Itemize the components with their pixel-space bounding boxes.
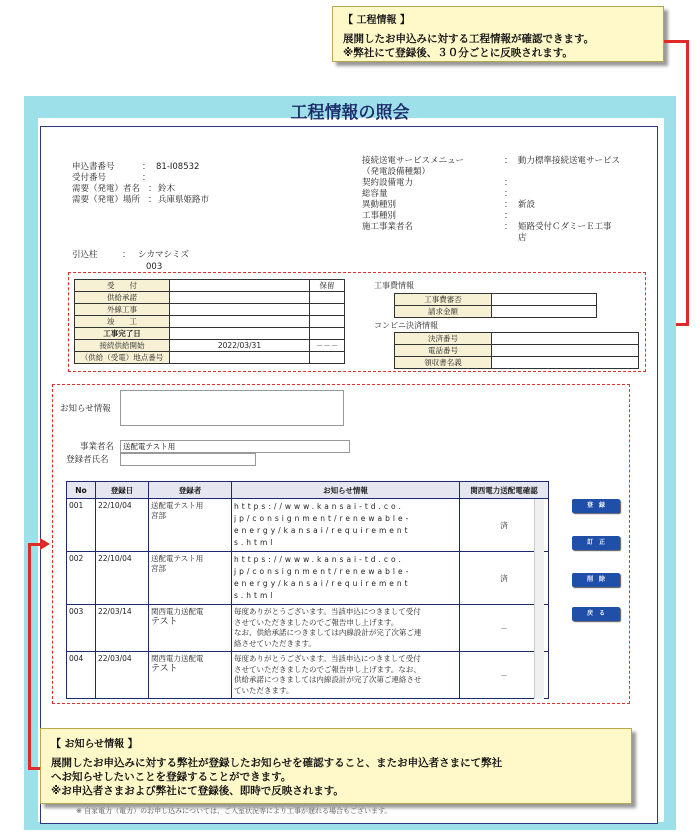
conv-value xyxy=(492,357,639,369)
conv-value xyxy=(492,345,639,357)
conv-info-table xyxy=(394,332,639,369)
info-row: 需要（発電）場所 ：兵庫県姫路市 xyxy=(72,195,210,205)
conv-info-title: コンビニ決済情報 xyxy=(374,321,438,330)
cell-notice-info: 毎度ありがとうございます。当該申込につきまして受付 させていただきましたのでご報告申し上げます。 なお、供給承諾につきましては内線設計が完了次第ご連 絡させていただきます。 xyxy=(232,605,460,652)
info-row: 異動種別 ： 新設 xyxy=(362,200,536,210)
conv-label: 決済番号 xyxy=(395,333,492,345)
process-value xyxy=(170,316,310,328)
biz-name-input[interactable] xyxy=(120,440,350,453)
process-status xyxy=(310,352,345,364)
cell-registrant: 送配電テスト用 宮部 xyxy=(149,499,232,552)
cell-registrant: 送配電テスト用 宮部 xyxy=(149,552,232,605)
cell-no: 004 xyxy=(67,652,96,699)
connector-line xyxy=(664,40,688,43)
cell-date: 22/03/14 xyxy=(96,605,149,652)
process-label: 外線工事 xyxy=(75,304,170,316)
col-no: No xyxy=(67,482,96,499)
hikikomi-value2: 003 xyxy=(146,262,163,272)
table-row xyxy=(75,280,345,292)
callout-line: ※弊社にて登録後、３０分ごとに反映されます。 xyxy=(343,47,573,59)
page-title: 工程情報の照会 xyxy=(290,103,410,123)
process-value xyxy=(170,328,310,340)
process-status xyxy=(310,292,345,304)
process-status xyxy=(310,304,345,316)
cell-check: － xyxy=(460,605,549,652)
info-row: （発電設備種類） xyxy=(362,167,431,177)
cell-registrant: 関西電力送配電 テスト xyxy=(149,652,232,699)
notice-label: お知らせ情報 xyxy=(60,404,111,414)
process-value xyxy=(170,280,310,292)
footer-note: ※ 自家電力（電力）のお申し込みについては、ご入室状況等により工事が遅れる場合もございます。 xyxy=(76,807,392,815)
notice-textarea[interactable] xyxy=(120,390,344,426)
table-row xyxy=(395,333,639,345)
registrant-name-input[interactable] xyxy=(120,453,256,466)
table-header-row xyxy=(67,482,549,499)
process-label: 接続供給開始 xyxy=(75,340,170,352)
process-label: （供給（受電）地点番号 xyxy=(75,352,170,364)
table-row xyxy=(75,328,345,340)
process-value xyxy=(170,292,310,304)
info-row: 工事種別 ： xyxy=(362,211,513,221)
table-row xyxy=(75,304,345,316)
notice-scrollbar[interactable] xyxy=(534,499,544,699)
table-row xyxy=(75,352,345,364)
cell-date: 22/10/04 xyxy=(96,499,149,552)
table-row xyxy=(75,316,345,328)
cell-check: 済 xyxy=(460,499,549,552)
col-notice-info: お知らせ情報 xyxy=(232,482,460,499)
correct-button[interactable]: 訂 正 xyxy=(572,536,620,550)
biz-label: 事業者名 xyxy=(80,442,115,452)
cell-no: 001 xyxy=(67,499,96,552)
connector-line xyxy=(28,543,31,769)
connector-line xyxy=(28,767,40,770)
cell-notice-info: https://www.kansai-td.co. jp/consignment/renewable- energy/kansai/requirement s.html xyxy=(232,552,460,605)
info-left xyxy=(72,162,209,206)
process-table xyxy=(74,279,345,364)
callout-title: 【 工程情報 】 xyxy=(343,15,410,26)
process-label: 供給承諾 xyxy=(75,292,170,304)
process-value xyxy=(170,304,310,316)
process-status xyxy=(310,316,345,328)
cost-value xyxy=(492,306,597,318)
table-row xyxy=(75,292,345,304)
col-kansai-check: 関西電力送配電確認 xyxy=(460,482,549,499)
cell-date: 22/03/04 xyxy=(96,652,149,699)
cell-check: － xyxy=(460,652,549,699)
cost-info-table xyxy=(394,293,597,318)
arrow-right-icon xyxy=(40,538,50,550)
info-row: 申込書番号 ： 81-I08532 xyxy=(72,162,200,172)
cost-info-title: 工事費情報 xyxy=(374,281,414,290)
table-row[interactable] xyxy=(67,652,549,699)
info-row: 受付番号 ： xyxy=(72,173,151,183)
process-status xyxy=(310,328,345,340)
cell-notice-info: https://www.kansai-td.co. jp/consignment/renewable- energy/kansai/requirement s.html xyxy=(232,499,460,552)
cost-label: 請求金額 xyxy=(395,306,492,318)
col-registrant: 登録者 xyxy=(149,482,232,499)
callout-line: 展開したお申込みに対する弊社が登録したお知らせを確認すること、またお申込者さまにて弊社 xyxy=(51,757,503,769)
callout-line: へお知らせしたいことを登録することができます。 xyxy=(51,771,292,783)
table-row[interactable] xyxy=(67,605,549,652)
info-row: 需要（発電）者名 ：鈴木 xyxy=(72,184,176,194)
delete-button[interactable]: 削 除 xyxy=(572,573,620,587)
process-label: 受 付 xyxy=(75,280,170,292)
cell-notice-info: 毎度ありがとうございます。当該申込につきまして受付 させていただきましたのでご報告申し上げます。なお、 供給承諾につきましては内線設計が完了次第ご連絡させ ていただきます。 xyxy=(232,652,460,699)
conv-value xyxy=(492,333,639,345)
cell-check: 済 xyxy=(460,552,549,605)
conv-label: 領収書名義 xyxy=(395,357,492,369)
info-right xyxy=(362,156,620,244)
cell-no: 002 xyxy=(67,552,96,605)
hikikomi-row: 引込柱 ： シカマシミズ xyxy=(72,250,190,260)
table-row xyxy=(395,294,597,306)
table-row xyxy=(395,357,639,369)
cost-value xyxy=(492,294,597,306)
register-button[interactable]: 登 録 xyxy=(572,499,620,513)
info-row: 契約設備電力 ： xyxy=(362,178,513,188)
cost-label: 工事費審否 xyxy=(395,294,492,306)
cell-registrant: 関西電力送配電 テスト xyxy=(149,605,232,652)
notice-table xyxy=(66,481,549,699)
callout-notice-info xyxy=(40,728,632,804)
process-status: －－－ xyxy=(310,340,345,352)
callout-title: 【 お知らせ情報 】 xyxy=(51,739,138,750)
callout-process-info xyxy=(332,6,664,62)
info-row: 総容量 ： xyxy=(362,189,513,199)
callout-line: ※お申込者さまおよび弊社にて登録後、即時で反映されます。 xyxy=(51,785,344,797)
table-row[interactable] xyxy=(67,552,549,605)
back-button[interactable]: 戻 る xyxy=(572,607,620,621)
conv-label: 電話番号 xyxy=(395,345,492,357)
process-value: 2022/03/31 xyxy=(170,340,310,352)
process-label: 工事完了日 xyxy=(75,328,170,340)
cell-no: 003 xyxy=(67,605,96,652)
info-row: 接続送電サービスメニュー ： 動力標準接続送電サービス xyxy=(362,156,621,166)
cell-date: 22/10/04 xyxy=(96,552,149,605)
callout-line: 展開したお申込みに対する工程情報が確認できます。 xyxy=(343,33,595,45)
table-row xyxy=(395,306,597,318)
connector-line xyxy=(686,40,689,326)
info-row: 店 xyxy=(518,233,527,243)
table-row xyxy=(395,345,639,357)
table-row[interactable] xyxy=(67,499,549,552)
process-status: 保留 xyxy=(310,280,345,292)
info-row: 施工事業者名 ： 姫路受付ＣダミーＥ工事 xyxy=(362,222,612,232)
process-label: 竣 工 xyxy=(75,316,170,328)
process-value xyxy=(170,352,310,364)
reg-label: 登録者氏名 xyxy=(66,455,109,465)
table-row xyxy=(75,340,345,352)
col-date: 登録日 xyxy=(96,482,149,499)
